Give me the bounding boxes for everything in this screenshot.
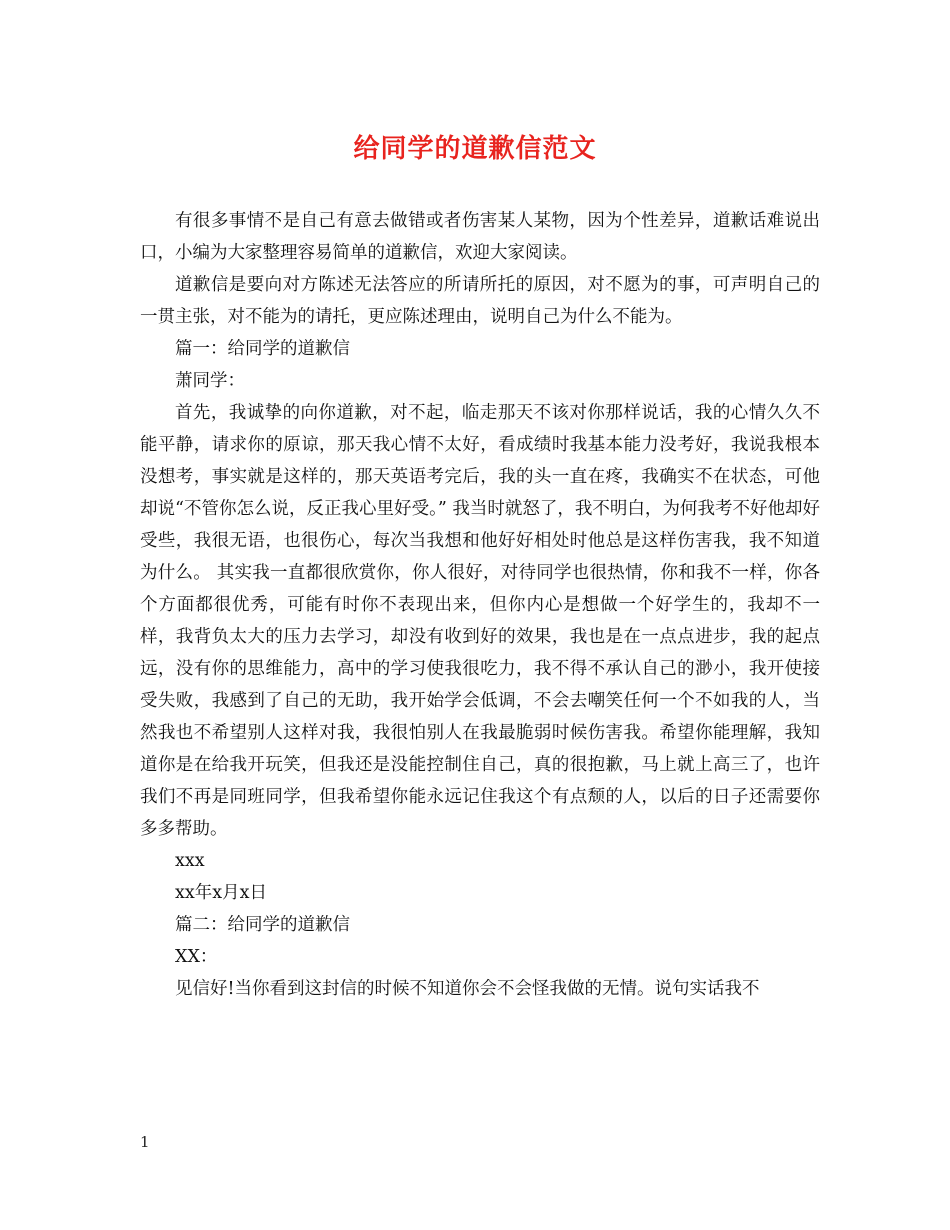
letter-body-2: 见信好!当你看到这封信的时候不知道你会不会怪我做的无情。说句实话我不 bbox=[175, 979, 760, 999]
intro-paragraph: 有很多事情不是自己有意去做错或者伤害某人某物，因为个性差异，道歉话难说出口，小编为大家整理容易简单的道歉信，欢迎大家阅读。 bbox=[140, 211, 820, 263]
salutation-1: 萧同学： bbox=[175, 371, 245, 391]
signature: xxx bbox=[175, 851, 205, 871]
section-heading-2: 篇二：给同学的道歉信 bbox=[175, 915, 350, 935]
document-title: 给同学的道歉信范文 bbox=[353, 134, 597, 164]
document-body bbox=[140, 205, 820, 1005]
page-number: 1 bbox=[140, 1133, 150, 1151]
letter-body-1: 首先，我诚挚的向你道歉，对不起，临走那天不该对你那样说话，我的心情久久不能平静，请求你的原谅，那天我心情不太好，看成绩时我基本能力没考好，我说我根本没想考，事实就是这样的，那天英语考完后，我的头一直在疼，我确实不在状态，可他却说“不管你怎么说，反正我心里好受。” 我当时就怒了，我不明白，为何我考不好他却好受些，我很无语，也很伤心，每次当我想和他好好相处时他总是这样伤害我，我不知道为什么。 其实我一直都很欣赏你，你人很好，对待同学也很热情，你和我不一样，你各个方面都很优秀，可能有时你不表现出来，但你内心是想做一个好学生的，我却不一样，我背负太大的压力去学习，却没有收到好的效果，我也是在一点点进步，我的起点远，没有你的思维能力，高中的学习使我很吃力，我不得不承认自己的渺小，我开使接受失败，我感到了自己的无助，我开始学会低调，不会去嘲笑任何一个不如我的人，当然我也不希望别人这样对我，我很怕别人在我最脆弱时候伤害我。希望你能理解，我知道你是在给我开玩笑，但我还是没能控制住自己，真的很抱歉，马上就上高三了，也许我们不再是同班同学，但我希望你能永远记住我这个有点颓的人，以后的日子还需要你多多帮助。 bbox=[140, 403, 820, 839]
salutation-2: XX： bbox=[175, 947, 218, 967]
date-line: xx年x月x日 bbox=[175, 883, 267, 903]
definition-paragraph: 道歉信是要向对方陈述无法答应的所请所托的原因，对不愿为的事，可声明自己的一贯主张，对不能为的请托，更应陈述理由，说明自己为什么不能为。 bbox=[140, 275, 820, 327]
section-heading-1: 篇一：给同学的道歉信 bbox=[175, 339, 350, 359]
